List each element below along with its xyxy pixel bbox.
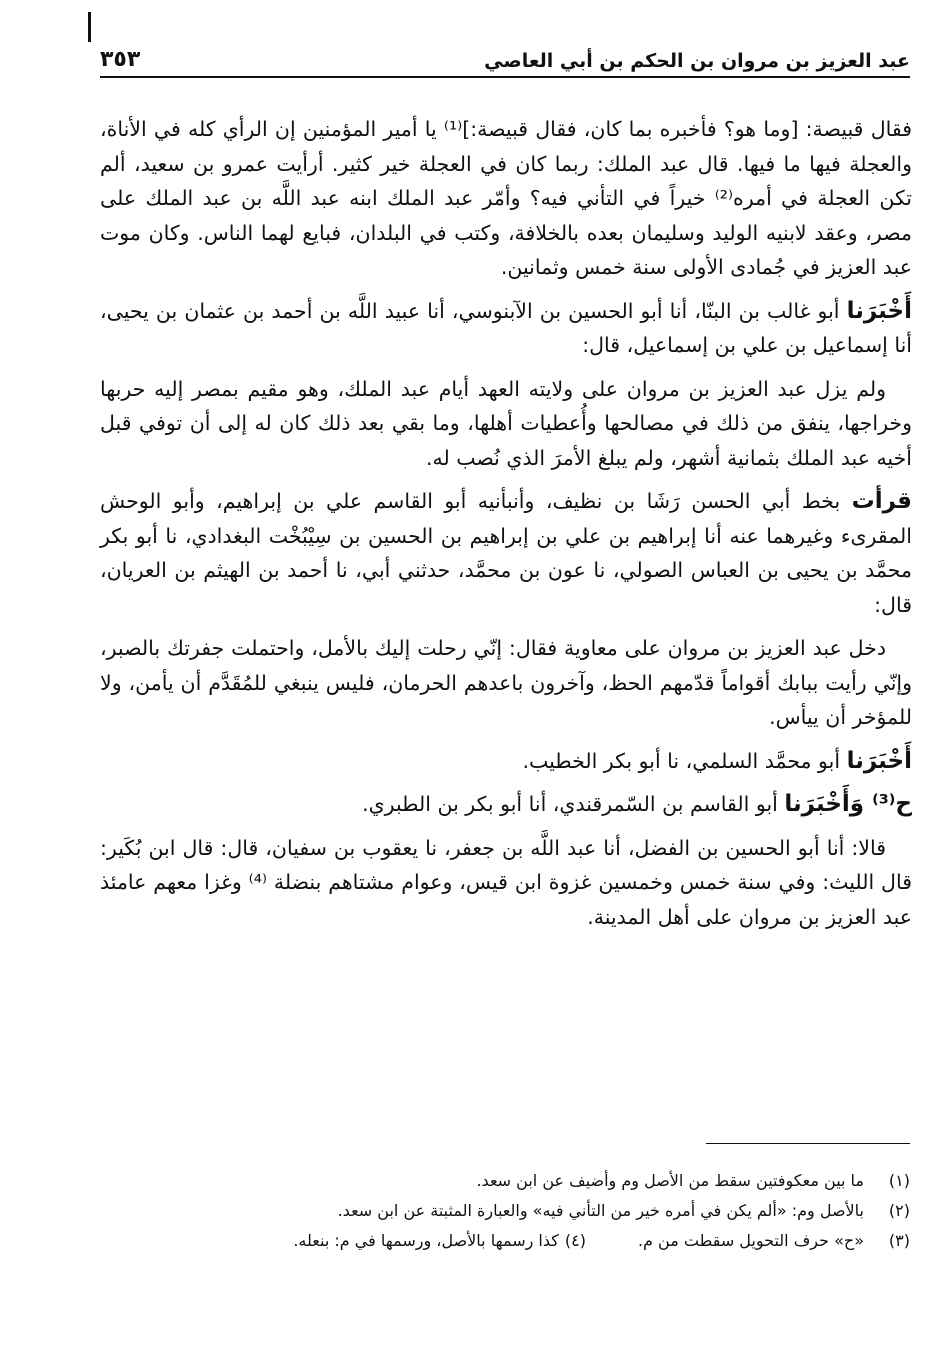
paragraph-lead: أَخْبَرَنا — [846, 747, 912, 774]
paragraph-text: دخل عبد العزيز بن مروان على معاوية فقال: إنّي رحلت إليك بالأمل، واحتملت جفرتك بالصبر، وإنّي رأيت ببابك أقواماً قدّمهم الحظ، وآخرون باعدهم الحرمان، فليس ينبغي للمُقَدَّم أن يأمن، ولا للمؤخر أن ييأس. — [100, 636, 912, 729]
paragraph — [100, 631, 912, 735]
main-text — [100, 112, 912, 943]
running-title: عبد العزيز بن مروان بن الحكم بن أبي العاصي — [484, 50, 910, 72]
paragraph — [100, 744, 912, 779]
paragraph — [100, 484, 912, 622]
footnote-number: (١) — [888, 1171, 910, 1190]
paragraph-text: أبو غالب بن البنّا، أنا أبو الحسين بن الآبنوسي، أنا عبيد اللَّه بن أحمد بن عثمان بن يحيى، أنا إسماعيل بن علي بن إسماعيل، قال: — [100, 298, 912, 357]
paragraph-lead: ح⁽³⁾ وَأَخْبَرَنا — [784, 791, 912, 817]
paragraph-lead: قرأت — [851, 488, 912, 514]
paragraph — [100, 112, 912, 285]
paragraph-text: ولم يزل عبد العزيز بن مروان على ولايته العهد أيام عبد الملك، وهو مقيم بمصر إليه حربها وخراجها، ينفق من ذلك في مصالحها وأُعطيات أهلها، وما بقي بعد ذلك كان له إلى أن توفي قبل أخيه عبد الملك بثمانية أشهر، ولم يبلغ الأمرَ الذي نُصب له. — [100, 376, 912, 470]
paragraph — [100, 294, 912, 363]
footnote — [100, 1196, 910, 1226]
footnote-number: (٢) — [888, 1201, 910, 1220]
paragraph — [100, 372, 912, 476]
paragraph-text: أبو القاسم بن السّمرقندي، أنا أبو بكر بن الطبري. — [362, 792, 785, 816]
footnote-number: (٤) — [564, 1231, 586, 1250]
page-edge-mark — [88, 12, 91, 42]
footnote-inline — [293, 1226, 586, 1256]
paragraph-lead: أَخْبَرَنا — [846, 297, 912, 324]
footnote-text: «ح» حرف التحويل سقطت من م. — [637, 1231, 864, 1250]
paragraph-text: قالا: أنا أبو الحسين بن الفضل، أنا عبد اللَّه بن جعفر، نا يعقوب بن سفيان، قال: قال ابن بُكَير: قال الليث: وفي سنة خمس وخمسين غزوة ابن قيس، وعوام مشتاهم بنضلة ⁽⁴⁾ وغزا معهم عامئذ عبد العزيز بن مروان على أهل المدينة. — [100, 835, 912, 929]
paragraph-text: أبو محمَّد السلمي، نا أبو بكر الخطيب. — [522, 748, 847, 773]
paragraph-text: فقال قبيصة: [وما هو؟ فأخبره بما كان، فقال قبيصة:]⁽¹⁾ يا أمير المؤمنين إن الرأي كله في الأناة، والعجلة فيها ما فيها. قال عبد الملك: ربما كان في العجلة خير كثير. أرأيت عمرو بن سعيد، ألم تكن العجلة في أمره⁽²⁾ خيراً في التأني فيه؟ وأمّر عبد الملك ابنه عبد اللَّه بن عبد الملك على مصر، وعقد لابنيه الوليد وسليمان بعده بالخلافة، وكتب في البلدان، فبايع لهما الناس. وكان موت عبد العزيز في جُمادى الأولى سنة خمس وثمانين. — [100, 117, 913, 279]
paragraph — [100, 831, 912, 935]
footnote-text: بالأصل وم: «ألم يكن في أمره خير من التأني فيه» والعبارة المثبتة عن ابن سعد. — [337, 1201, 864, 1220]
page-header — [100, 46, 910, 78]
footnote-number: (٣) — [888, 1231, 910, 1250]
footnote — [100, 1166, 910, 1196]
paragraph-text: بخط أبي الحسن رَشَا بن نظيف، وأنبأنيه أبو القاسم علي بن إبراهيم، وأبو الوحش المقرىء وغيرهما عنه أنا إبراهيم بن علي بن إبراهيم بن الحسين بن سِيْبُخْت البغدادي، نا أبو بكر محمَّد بن يحيى بن العباس الصولي، نا عون بن محمَّد، حدثني أبي، نا أحمد بن الهيثم بن العريان، قال: — [100, 489, 912, 617]
footnote-separator — [706, 1143, 910, 1144]
footnote — [100, 1226, 910, 1256]
footnote-text: كذا رسمها بالأصل، ورسمها في م: بنعله. — [293, 1231, 559, 1250]
footnote-text: ما بين معكوفتين سقط من الأصل وم وأضيف عن ابن سعد. — [476, 1171, 864, 1190]
footnotes — [100, 1166, 910, 1256]
page-number: ٣٥٣ — [100, 47, 141, 72]
paragraph — [100, 787, 912, 822]
